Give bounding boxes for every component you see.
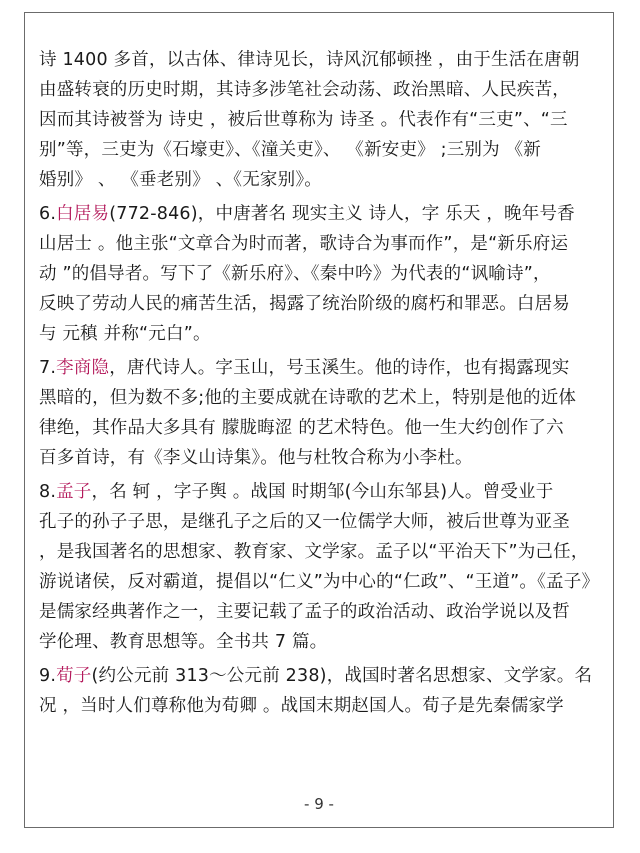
entry-text: (约公元前 313～公元前 238)，战国时著名思想家、文学家。名 xyxy=(91,666,593,686)
entry-name: 荀子 xyxy=(56,666,92,686)
entry-first-line xyxy=(39,199,603,229)
entry-number: 9. xyxy=(39,666,57,686)
text-line: 与 元稹 并称“元白”。 xyxy=(39,324,211,344)
entry-number: 8. xyxy=(39,482,57,502)
text-line: 婚别》 、 《垂老别》 、《无家别》。 xyxy=(39,170,322,190)
entry-text: ，名 轲 ，字子舆 。战国 时期邹(今山东邹县)人。曾受业于 xyxy=(91,482,554,502)
text-line: 由盛转衰的历史时期，其诗多涉笔社会动荡、政治黑暗、人民疾苦， xyxy=(39,80,570,100)
entry-first-line xyxy=(39,477,603,507)
entry-number: 7. xyxy=(39,358,57,378)
text-line: 况 ，当时人们尊称他为荀卿 。战国末期赵国人。荀子是先秦儒家学 xyxy=(39,696,564,716)
entry-first-line xyxy=(39,661,603,691)
text-line: ，是我国著名的思想家、教育家、文学家。孟子以“平治天下”为己任， xyxy=(39,542,589,562)
entry-text: ，唐代诗人。字玉山，号玉溪生。他的诗作，也有揭露现实 xyxy=(109,358,570,378)
entry-name: 孟子 xyxy=(56,482,92,502)
text-line: 律绝，其作品大多具有 朦胧晦涩 的艺术特色。他一生大约创作了六 xyxy=(39,418,564,438)
text-line: 是儒家经典著作之一，主要记载了孟子的政治活动、政治学说以及哲 xyxy=(39,602,570,622)
entry-name: 白居易 xyxy=(56,204,110,224)
entry-name: 李商隐 xyxy=(56,358,110,378)
text-line: 因而其诗被誉为 诗史 ，被后世尊称为 诗圣 。代表作有“三吏”、“三 xyxy=(39,110,568,130)
text-line: 反映了劳动人民的痛苦生活，揭露了统治阶级的腐朽和罪恶。白居易 xyxy=(39,294,570,314)
text-line: 游说诸侯，反对霸道，提倡以“仁义”为中心的“仁政”、“王道”。《孟子》 xyxy=(39,572,600,592)
entry-text: (772-846)，中唐著名 现实主义 诗人，字 乐天 ，晚年号香 xyxy=(109,204,575,224)
text-line: 孔子的孙子子思，是继孔子之后的又一位儒学大师，被后世尊为亚圣 xyxy=(39,512,570,532)
page-number: - 9 - xyxy=(304,795,334,813)
text-line: 百多首诗，有《李义山诗集》。他与杜牧合称为小李杜。 xyxy=(39,448,473,468)
text-line: 诗 1400 多首，以古体、律诗见长，诗风沉郁顿挫 ，由于生活在唐朝 xyxy=(39,50,580,70)
text-line: 黑暗的，但为数不多;他的主要成就在诗歌的艺术上，特别是他的近体 xyxy=(39,388,577,408)
text-line: 学伦理、教育思想等。全书共 7 篇。 xyxy=(39,632,328,652)
text-line: 山居士 。他主张“文章合为时而著，歌诗合为事而作”，是“新乐府运 xyxy=(39,234,569,254)
entry-number: 6. xyxy=(39,204,57,224)
text-line: 动 ”的倡导者。写下了《新乐府》、《秦中吟》为代表的“讽喻诗”， xyxy=(39,264,551,284)
page-frame xyxy=(24,12,614,828)
entry-first-line xyxy=(39,353,603,383)
text-line: 别”等，三吏为《石壕吏》、《潼关吏》、 《新安吏》 ;三别为 《新 xyxy=(39,140,541,160)
